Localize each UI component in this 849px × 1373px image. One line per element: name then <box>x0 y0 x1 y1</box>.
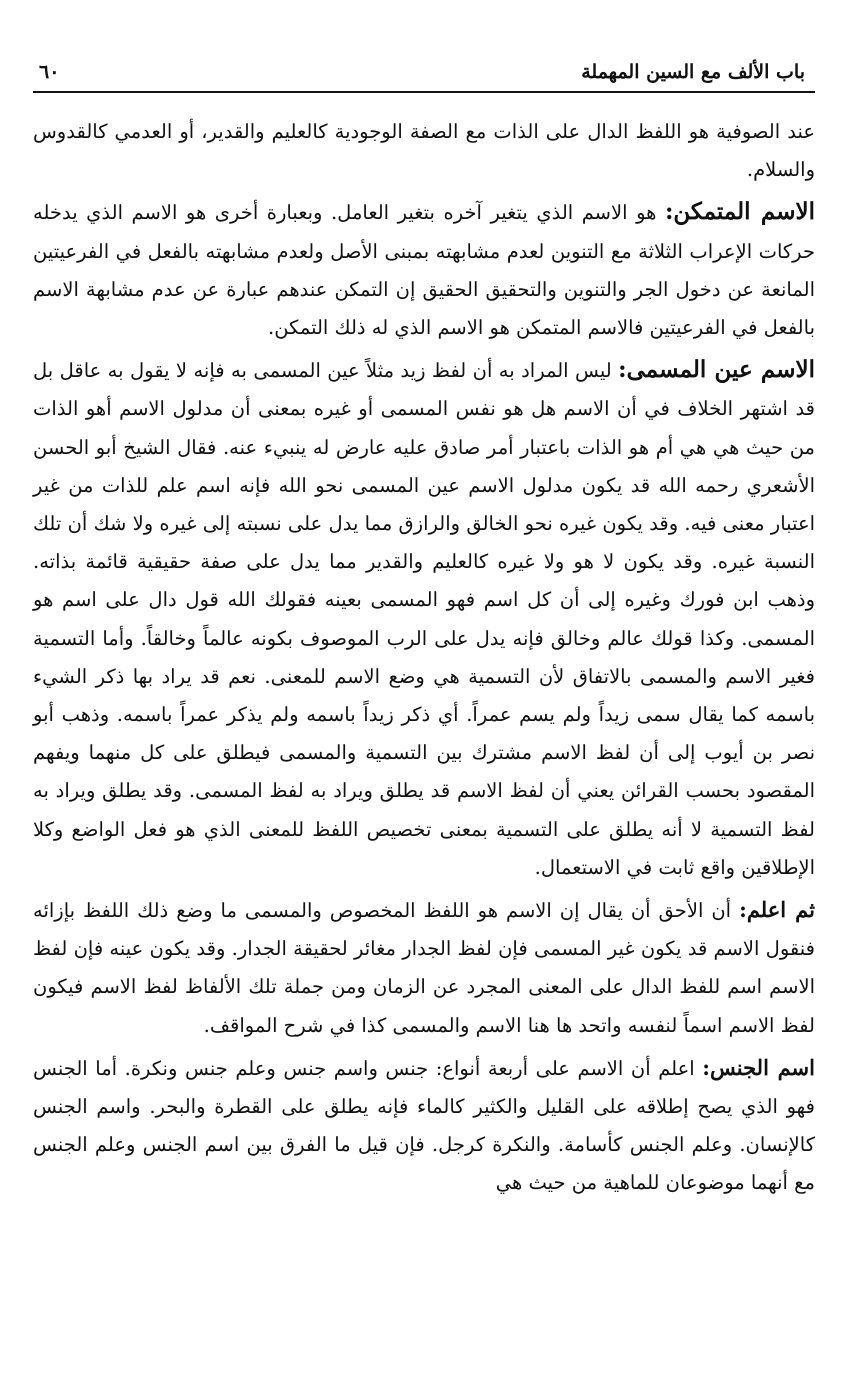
paragraph-text: اعلم أن الاسم على أربعة أنواع: جنس واسم جنس وعلم جنس ونكرة. أما الجنس فهو الذي يصح إطلاقه على القليل والكثير كالماء فإنه يطلق على القطرة والبحر. واسم الجنس كالإنسان. وعلم الجنس كأسامة. والنكرة كرجل. فإن قيل ما الفرق بين اسم الجنس وعلم الجنس مع أنهما موضوعان للماهية من حيث هي <box>33 1056 815 1195</box>
paragraph-sufi-definition <box>33 113 815 189</box>
chapter-title: باب الألف مع السين المهملة <box>581 61 805 83</box>
paragraph-text: عند الصوفية هو اللفظ الدال على الذات مع الصفة الوجودية كالعليم والقدير، أو العدمي كالقدوس والسلام. <box>33 120 815 182</box>
paragraph-ism-ayn-al-musamma <box>33 351 815 887</box>
paragraph-ism-al-jins <box>33 1049 815 1203</box>
page-number: ٦٠ <box>39 61 60 83</box>
paragraph-text: ليس المراد به أن لفظ زيد مثلاً عين المسمى به فإنه لا يقول به عاقل بل قد اشتهر الخلاف في أن الاسم هل هو نفس المسمى أو غيره بمعنى أن مدلول الاسم أهو الذات من حيث هي هي أم هو الذات باعتبار أمر صادق عليه عارض له ينبيء عنه. فقال الشيخ أبو الحسن الأشعري رحمه الله قد يكون مدلول الاسم عين المسمى نحو الله فإنه اسم علم للذات من غير اعتبار معنى فيه. وقد يكون غيره نحو الخالق والرازق مما يدل على نسبته إلى غيره ولا شك أن تلك النسبة غيره. وقد يكون لا هو ولا غيره كالعليم والقدير مما يدل على صفة حقيقية قائمة بذاته. وذهب ابن فورك وغيره إلى أن كل اسم فهو المسمى بعينه فقولك الله قول دال على اسم هو المسمى. وكذا قولك عالم وخالق فإنه يدل على الرب الموصوف بكونه عالماً وخالقاً. وأما التسمية فغير الاسم والمسمى بالاتفاق لأن التسمية هي وضع الاسم للمعنى. نعم قد يراد بها ذكر الشيء باسمه كما يقال سمى زيداً ولم يسم عمراً. أي ذكر زيداً باسمه ولم يذكر عمراً باسمه. وذهب أبو نصر بن أيوب إلى أن لفظ الاسم مشترك بين التسمية والمسمى فيطلق على كل منهما ويفهم المقصود بحسب القرائن يعني أن لفظ الاسم قد يطلق ويراد به لفظ المسمى. وقد يطلق ويراد به لفظ التسمية لا أنه يطلق على التسمية بمعنى تخصيص اللفظ للمعنى الذي هو فعل الواضع وكلا الإطلاقين واقع ثابت في الاستعمال. <box>33 359 815 879</box>
entry-term: اسم الجنس: <box>702 1054 815 1080</box>
header-divider <box>33 91 815 93</box>
paragraph-ism-mutamakkin <box>33 193 815 347</box>
entry-term: الاسم عين المسمى: <box>618 356 815 384</box>
entry-term: ثم اعلم: <box>739 897 815 923</box>
paragraph-thumma-ilam <box>33 891 815 1045</box>
book-page <box>33 55 815 1207</box>
paragraph-text: أن الأحق أن يقال إن الاسم هو اللفظ المخصوص والمسمى ما وضع ذلك اللفظ بإزائه فنقول الاسم قد يكون غير المسمى فإن لفظ الجدار مغائر لحقيقة الجدار. وقد يكون عينه فإن لفظ الاسم اسم للفظ الدال على المعنى المجرد عن الزمان ومن جملة تلك الألفاظ لفظ الاسم فيكون لفظ الاسم اسماً لنفسه واتحد ها هنا الاسم والمسمى كذا في شرح المواقف. <box>33 899 815 1037</box>
paragraph-text: هو الاسم الذي يتغير آخره بتغير العامل. وبعبارة أخرى هو الاسم الذي يدخله حركات الإعراب الثلاثة مع التنوين لعدم مشابهته بمبنى الأصل ولعدم مشابهته بالفعل في الفرعيتين المانعة عن دخول الجر والتنوين والتحقيق الحقيق إن التمكن عندهم عبارة عن عدم مشابهة الاسم بالفعل في الفرعيتين فالاسم المتمكن هو الاسم الذي له ذلك التمكن. <box>33 201 815 340</box>
running-header <box>33 55 815 89</box>
entry-term: الاسم المتمكن: <box>664 198 815 226</box>
page-body <box>33 113 815 1203</box>
